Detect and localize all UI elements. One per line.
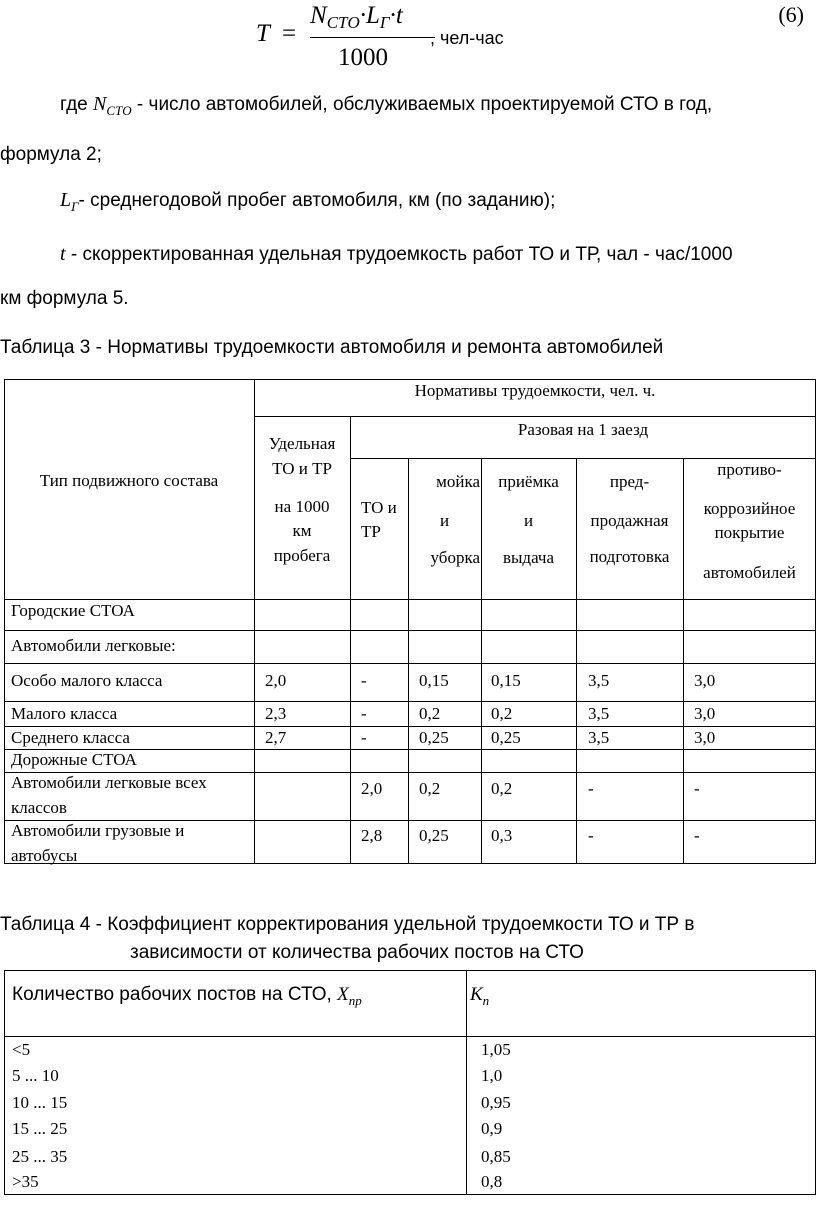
table-cell: 0,95	[481, 1093, 511, 1112]
grid-line	[254, 416, 816, 417]
table-cell: 2,7	[265, 728, 287, 747]
header-to-tr: ТР	[361, 522, 381, 541]
def-sub: СТО	[106, 102, 132, 118]
formula-number: (6)	[778, 2, 804, 27]
grid-line	[350, 416, 351, 864]
table-cell: 0,3	[491, 826, 513, 845]
table-cell: 3,0	[694, 671, 716, 690]
header-anticorrosion: противо-	[717, 460, 782, 479]
grid-line	[4, 701, 816, 702]
table-cell: 2,0	[361, 779, 383, 798]
grid-line	[466, 970, 467, 1195]
formula-l: L	[366, 2, 380, 29]
def-prefix: где	[60, 94, 94, 115]
fraction-bar	[310, 37, 435, 38]
table4-caption-cont: зависимости от количества рабочих постов на СТО	[130, 942, 584, 963]
grid-line	[4, 630, 816, 631]
table-cell: 0,15	[491, 671, 521, 690]
grid-line	[4, 1036, 816, 1037]
header-receive: приёмка	[498, 472, 559, 491]
header-type: Тип подвижного состава	[39, 471, 219, 490]
def-text: - среднегодовой пробег автомобиля, км (по заданию);	[78, 190, 556, 211]
grid-line	[4, 970, 816, 971]
definition-l	[0, 178, 816, 229]
table-cell: 3,0	[694, 704, 716, 723]
def-text: - число автомобилей, обслуживаемых проектируемой СТО в год,	[131, 94, 713, 115]
table-row-name: Дорожные СТОА	[11, 750, 137, 769]
table-cell: 3,5	[588, 671, 610, 690]
table-row-name-cont: автобусы	[11, 846, 78, 865]
header-posts	[12, 984, 362, 1009]
def-text: - скорректированная удельная трудоемкость работ ТО и ТР, чал - час/1000	[65, 244, 733, 265]
table-cell: 1,0	[481, 1066, 503, 1085]
header-norms: Нормативы трудоемкости, чел. ч.	[414, 381, 656, 400]
table4-caption: Таблица 4 - Коэффициент корректирования удельной трудоемкости ТО и ТР в	[0, 914, 695, 935]
table-cell: 3,0	[694, 728, 716, 747]
header-presale: пред-	[609, 472, 650, 491]
header-k-var: К	[470, 984, 483, 1005]
table-cell: 0,2	[419, 704, 441, 723]
header-presale: продажная	[590, 511, 669, 530]
grid-line	[4, 379, 5, 864]
formula-l-sub: Г	[379, 13, 390, 32]
grid-line	[408, 458, 409, 864]
header-posts-sub: пр	[348, 992, 362, 1008]
table-cell: 1,05	[481, 1040, 511, 1059]
formula-dot: ·	[359, 2, 367, 29]
header-presale: подготовка	[589, 547, 670, 566]
formula-equals: =	[282, 20, 297, 47]
grid-line	[4, 663, 816, 664]
grid-line	[4, 1194, 816, 1195]
table-cell: 3,5	[588, 728, 610, 747]
table-cell: 0,9	[481, 1119, 503, 1138]
table-cell: 0,25	[419, 826, 449, 845]
header-wash: и	[440, 511, 450, 530]
table-cell: <5	[12, 1040, 31, 1059]
formula-denominator: 1000	[338, 44, 388, 71]
def-var: N	[93, 93, 107, 115]
formula-n: N	[310, 2, 327, 29]
table-cell: 2,0	[265, 671, 287, 690]
table-cell: -	[361, 728, 367, 747]
header-specific: ТО и ТР	[272, 459, 332, 478]
table-cell: 0,2	[491, 779, 513, 798]
def-var: t	[60, 243, 66, 265]
header-k-sub: п	[482, 992, 490, 1008]
grid-line	[4, 863, 816, 864]
formula	[250, 0, 550, 80]
table-cell: -	[694, 826, 700, 845]
def-text-cont: км формула 5.	[0, 288, 129, 309]
table-cell: 15 ... 25	[12, 1119, 68, 1138]
table-cell: 0,8	[481, 1172, 503, 1191]
header-anticorrosion: автомобилей	[703, 563, 796, 582]
definition-n	[0, 82, 816, 177]
table-row-name: Особо малого класса	[11, 671, 163, 690]
header-anticorrosion: коррозийное	[703, 499, 796, 518]
table-cell: 3,5	[588, 704, 610, 723]
header-wash: мойка	[436, 472, 480, 491]
header-specific: пробега	[273, 546, 331, 565]
header-once: Разовая на 1 заезд	[517, 420, 649, 439]
table-cell: 10 ... 15	[12, 1093, 68, 1112]
header-specific: на 1000	[274, 497, 330, 516]
table-cell: 0,15	[419, 671, 449, 690]
header-specific: Удельная	[268, 434, 336, 453]
table-row-name-cont: классов	[11, 798, 67, 817]
table-cell: 0,2	[491, 704, 513, 723]
table-row-name: Среднего класса	[11, 728, 130, 747]
table-cell: -	[361, 671, 367, 690]
header-posts-var: Х	[337, 984, 349, 1005]
table3	[0, 379, 816, 864]
table-row-name: Автомобили грузовые и	[11, 821, 185, 840]
table-row-name: Автомобили легковые:	[11, 636, 176, 655]
formula-unit: , чел-час	[430, 28, 504, 48]
header-posts-label: Количество рабочих постов на СТО,	[12, 984, 338, 1005]
table-cell: 2,3	[265, 704, 287, 723]
formula-t: t	[395, 2, 403, 29]
table-cell: 0,25	[419, 728, 449, 747]
definition-t	[0, 232, 816, 321]
table-cell: 0,2	[419, 779, 441, 798]
table-cell: 2,8	[361, 826, 383, 845]
table-cell: 0,85	[481, 1147, 511, 1166]
grid-line	[4, 970, 5, 1195]
header-to-tr: ТО и	[361, 498, 397, 517]
table-cell: -	[588, 779, 594, 798]
header-receive: выдача	[502, 548, 555, 567]
table-row-name: Городские СТОА	[11, 601, 135, 620]
formula-lhs: T	[256, 20, 270, 47]
formula-numerator	[310, 2, 403, 33]
header-receive: и	[523, 511, 534, 530]
def-text-cont: формула 2;	[0, 143, 102, 165]
header-anticorrosion: покрытие	[714, 523, 785, 542]
table-cell: -	[694, 779, 700, 798]
formula-n-sub: СТО	[326, 13, 360, 32]
table-row-name: Автомобили легковые всех	[11, 773, 207, 792]
table-cell: 5 ... 10	[12, 1066, 59, 1085]
table4	[0, 970, 816, 1195]
header-k	[470, 984, 489, 1009]
table-cell: -	[361, 704, 367, 723]
table-row-name: Малого класса	[11, 704, 118, 723]
def-sub: Г	[71, 198, 79, 214]
table-cell: -	[588, 826, 594, 845]
table3-caption: Таблица 3 - Нормативы трудоемкости автомобиля и ремонта автомобилей	[0, 337, 664, 358]
table-cell: >35	[12, 1172, 39, 1191]
formula-dot: ·	[389, 2, 396, 29]
table-cell: 0,25	[491, 728, 521, 747]
table-cell: 25 ... 35	[12, 1147, 68, 1166]
header-specific: км	[292, 521, 312, 540]
header-wash: уборка	[430, 548, 480, 567]
def-var: L	[60, 189, 72, 211]
